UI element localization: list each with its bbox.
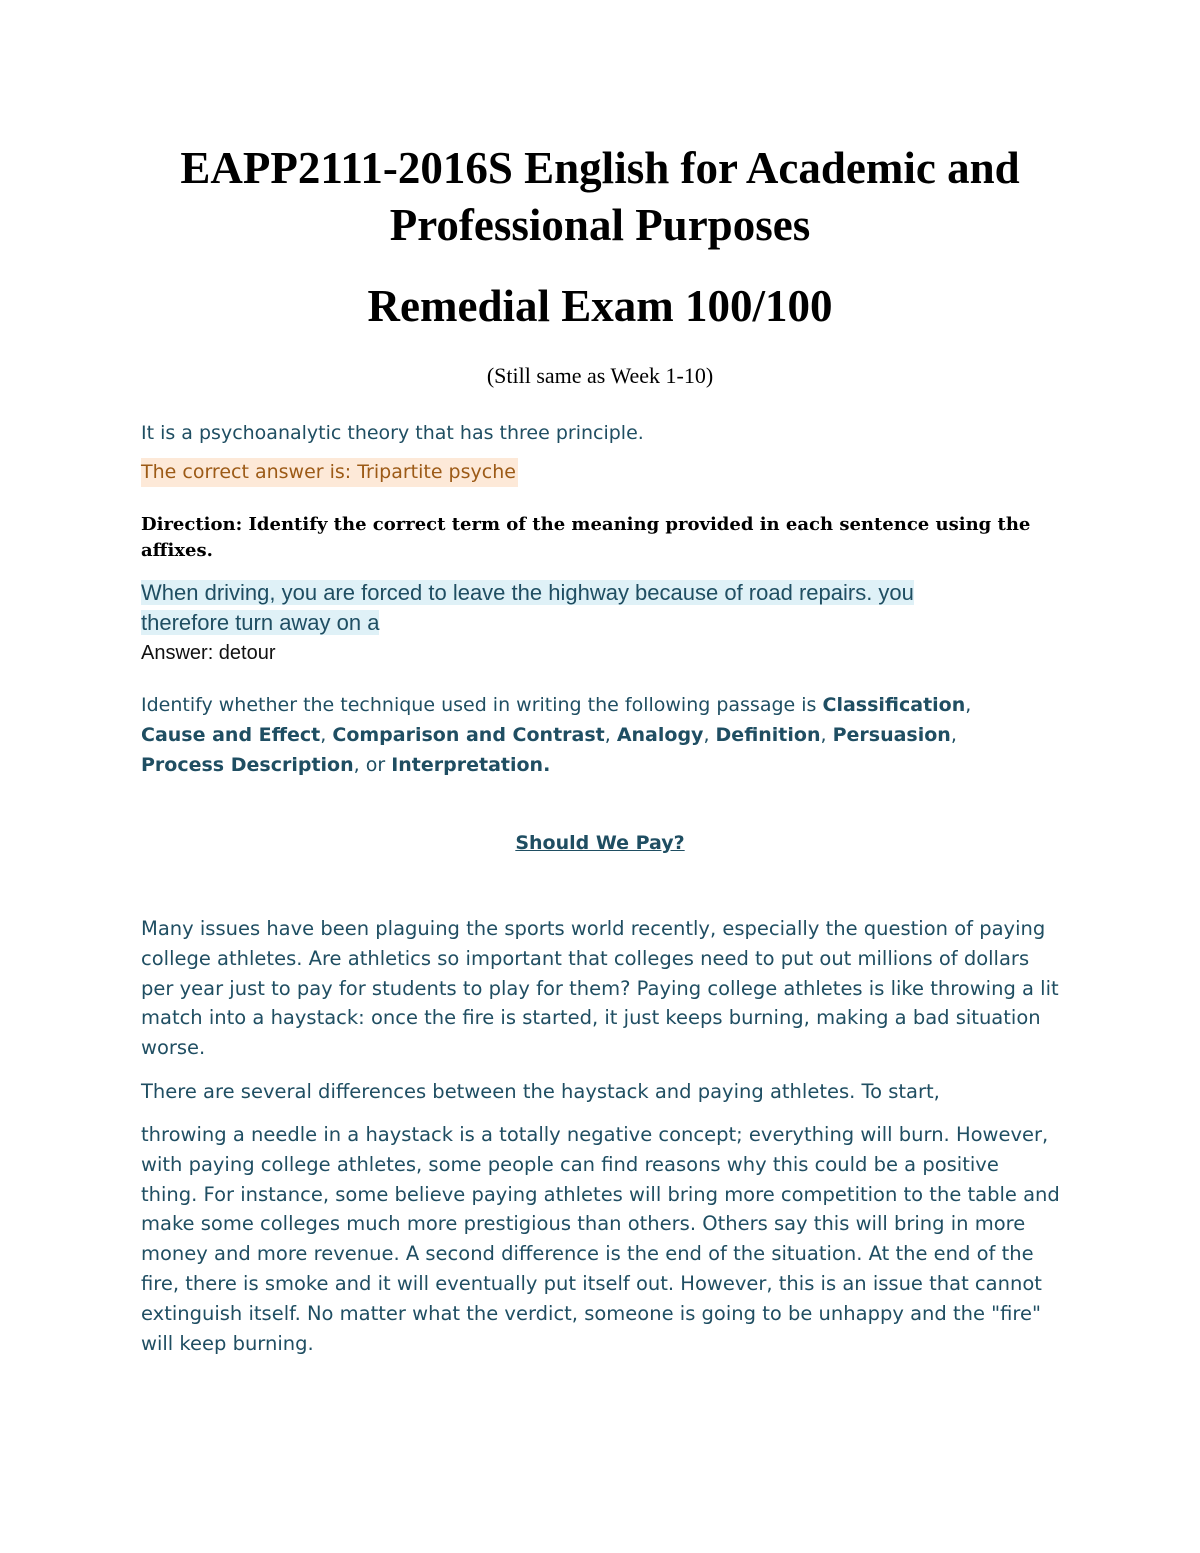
exam-subtitle: (Still same as Week 1-10) xyxy=(486,363,714,388)
exam-title: Remedial Exam 100/100 xyxy=(367,281,833,331)
title-line-2: Professional Purposes xyxy=(389,200,811,250)
direction-text: Direction: Identify the correct term of the meaning provided in each sentence using the affixes. xyxy=(141,514,1031,561)
document-title xyxy=(100,140,1100,254)
technique-option-analogy: Analogy xyxy=(616,724,704,746)
technique-question: Identify whether the technique used in writing the following passage is Classification, Cause and Effect, Comparison and Contrast, Analogy, Definition, Persuasion, Process Description, or Interpretation. xyxy=(141,694,972,776)
title-line-1: EAPP2111-2016S English for Academic and xyxy=(180,143,1020,193)
technique-option-comparison-contrast: Comparison and Contrast xyxy=(332,724,605,746)
essay-paragraph-3: throwing a needle in a haystack is a totally negative concept; everything will burn. However, with paying college athletes, some people can find reasons why this could be a positive thing. For instance, some believe paying athletes will bring more competition to the table and make some colleges much more prestigious than others. Others say this will bring in more money and more revenue. A second difference is the end of the situation. At the end of the fire, there is smoke and it will eventually put itself out. However, this is an issue that cannot extinguish itself. No matter what the verdict, someone is going to be unhappy and the "fire" will keep burning. xyxy=(141,1123,1060,1355)
technique-option-classification: Classification xyxy=(822,694,966,716)
technique-option-interpretation: Interpretation. xyxy=(391,754,551,776)
technique-option-process-description: Process Description xyxy=(141,754,354,776)
essay-paragraph-2: There are several differences between the haystack and paying athletes. To start, xyxy=(141,1080,940,1103)
question-1-answer: The correct answer is: Tripartite psyche xyxy=(141,458,518,487)
technique-option-persuasion: Persuasion xyxy=(832,724,951,746)
technique-option-cause-effect: Cause and Effect xyxy=(141,724,321,746)
technique-intro: Identify whether the technique used in writing the following passage is xyxy=(141,694,823,716)
question-2-text: When driving, you are forced to leave the highway because of road repairs. you therefore turn away on a xyxy=(141,580,914,635)
question-1-text: It is a psychoanalytic theory that has three principle. xyxy=(141,422,644,444)
technique-option-definition: Definition xyxy=(715,724,821,746)
essay-title: Should We Pay? xyxy=(515,832,685,854)
question-2 xyxy=(141,578,971,638)
question-2-answer: Answer: detour xyxy=(141,642,276,664)
technique-or: or xyxy=(365,754,386,776)
essay-paragraph-1: Many issues have been plaguing the sports world recently, especially the question of paying college athletes. Are athletics so important that colleges need to put out millions of dollars per year just to pay for students to play for them? Paying college athletes is like throwing a lit match into a haystack: once the fire is started, it just keeps burning, making a bad situation worse. xyxy=(141,917,1059,1060)
